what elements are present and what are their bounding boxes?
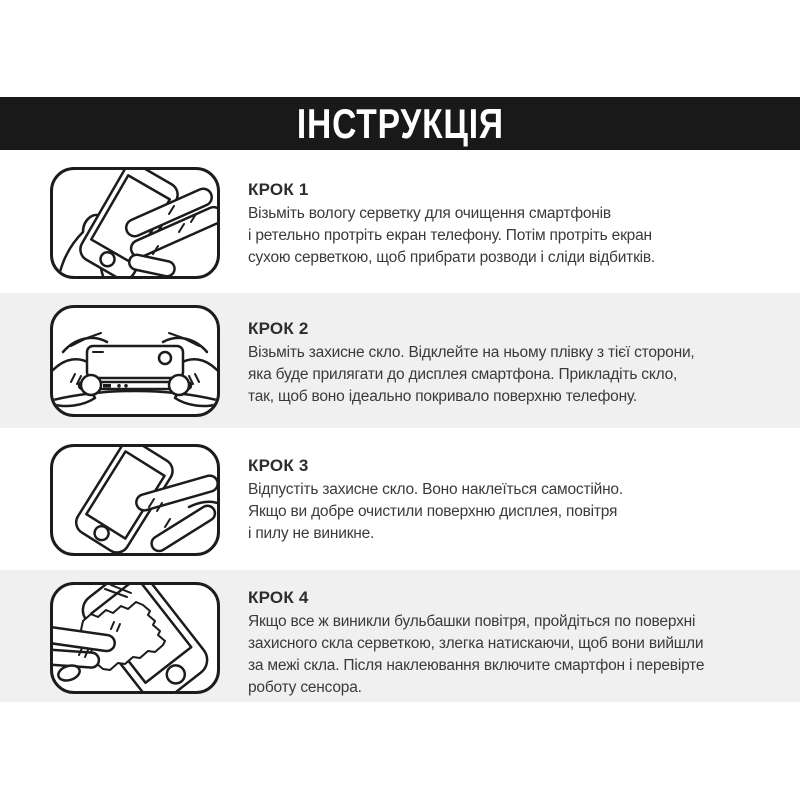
step4-line: роботу сенсора. (248, 679, 362, 696)
step1-section (0, 150, 800, 293)
step3-line: і пилу не виникне. (248, 525, 375, 542)
header-banner (0, 97, 800, 150)
step2-title: КРОК 2 (248, 319, 309, 338)
step2-line: так, щоб воно ідеально покривало поверхню телефону. (248, 388, 638, 405)
step3-illustration-box (50, 444, 220, 556)
hands-wiping-phone-icon (53, 170, 217, 276)
step4-text (248, 588, 704, 699)
finger-pressing-glass-icon (53, 447, 217, 553)
step1-text (248, 180, 655, 269)
two-hands-holding-glass-icon (53, 308, 217, 414)
step4-line: Якщо все ж виникли бульбашки повітря, пройдіться по поверхні (248, 613, 696, 630)
step2-text (248, 319, 695, 408)
step3-title: КРОК 3 (248, 456, 309, 475)
step1-illustration-box (50, 167, 220, 279)
step3-line: Якщо ви добре очистили поверхню дисплея, повітря (248, 503, 618, 520)
step1-title: КРОК 1 (248, 180, 309, 199)
step2-line: яка буде прилягати до дисплея смартфона. Прикладіть скло, (248, 366, 678, 383)
step2-section (0, 293, 800, 428)
step4-section (0, 570, 800, 702)
cloth-smoothing-glass-icon (53, 585, 217, 691)
step2-illustration-box (50, 305, 220, 417)
step4-line: за межі скла. Після наклеювання включите смартфон і перевірте (248, 657, 705, 674)
step1-line: і ретельно протріть екран телефону. Потім протріть екран (248, 227, 652, 244)
step4-illustration-box (50, 582, 220, 694)
step4-line: захисного скла серветкою, злегка натискаючи, щоб вони вийшли (248, 635, 704, 652)
step1-line: сухою серветкою, щоб прибрати розводи і сліди відбитків. (248, 249, 656, 266)
step3-text (248, 456, 623, 545)
step4-title: КРОК 4 (248, 588, 309, 607)
step1-line: Візьміть вологу серветку для очищення смартфонів (248, 205, 611, 222)
step2-line: Візьміть захисне скло. Відклейте на ньому плівку з тієї сторони, (248, 344, 695, 361)
page-title: ІНСТРУКЦІЯ (296, 99, 504, 147)
step3-section (0, 428, 800, 570)
step3-line: Відпустіть захисне скло. Воно наклеїться самостійно. (248, 481, 623, 498)
